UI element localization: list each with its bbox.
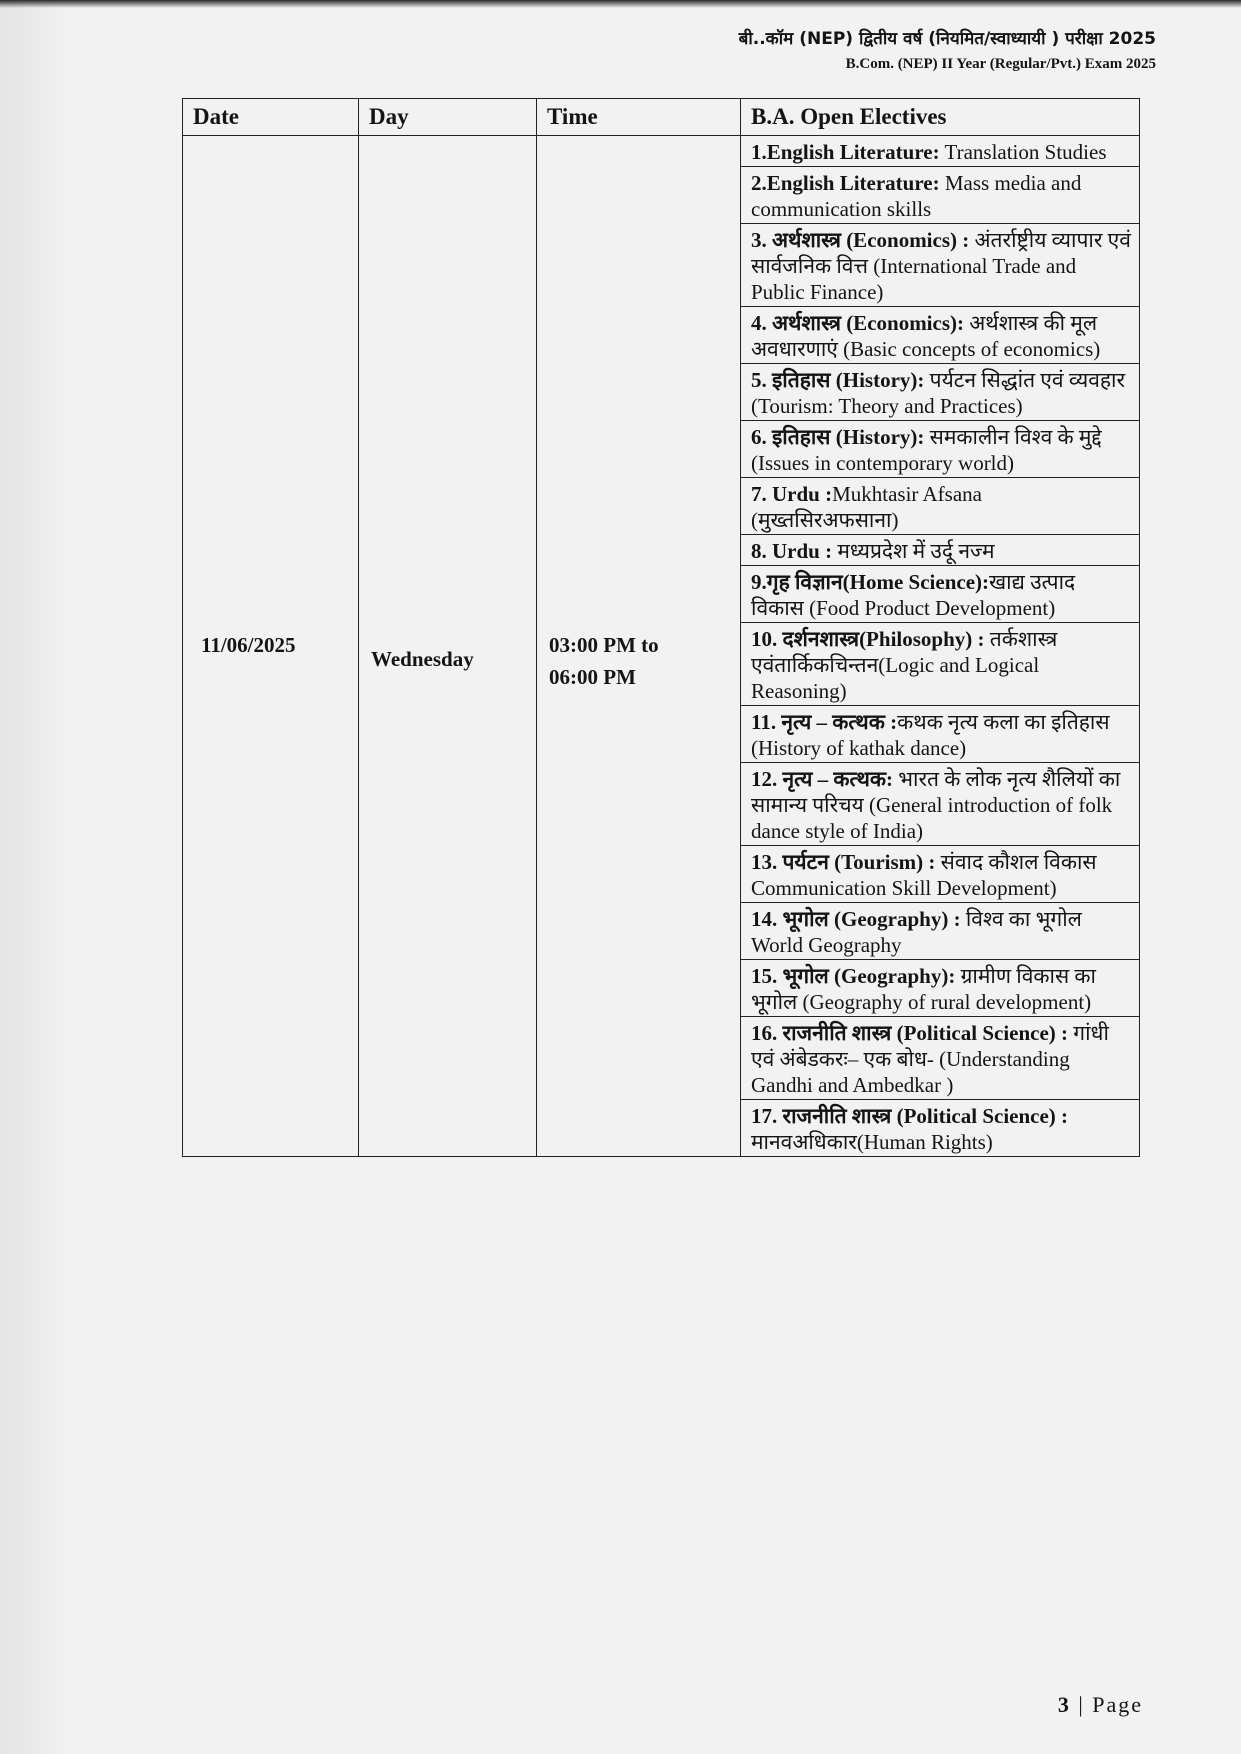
- elective-cell: [741, 960, 1140, 1017]
- header-time: Time: [537, 99, 741, 136]
- elective-text: अंतर्राष्ट्रीय व्यापार एवं सार्वजनिक वित्त (International Trade and Public Finance): [751, 228, 1131, 304]
- english-title: B.Com. (NEP) II Year (Regular/Pvt.) Exam 2025: [845, 56, 1156, 72]
- elective-cell: [741, 903, 1140, 960]
- page-top-edge: [0, 0, 1241, 8]
- elective-label: 4. अर्थशास्त्र (Economics):: [751, 311, 964, 335]
- elective-text: मध्यप्रदेश में उर्दू नज्म: [832, 539, 995, 563]
- day-cell: Wednesday: [359, 136, 537, 1157]
- header-day: Day: [359, 99, 537, 136]
- elective-cell: [741, 167, 1140, 224]
- elective-cell: [741, 566, 1140, 623]
- elective-cell: [741, 224, 1140, 307]
- elective-label: 13. पर्यटन (Tourism) :: [751, 850, 936, 874]
- hindi-title: बी..कॉम (NEP) द्वितीय वर्ष (नियमित/स्वाध्यायी ) परीक्षा 2025: [738, 29, 1156, 49]
- page-left-shade: [0, 0, 70, 1754]
- elective-text: गांधी एवं अंबेडकरः– एक बोध- (Understanding Gandhi and Ambedkar ): [751, 1021, 1109, 1097]
- elective-text: विश्व का भूगोल World Geography: [751, 907, 1082, 957]
- elective-label: 10. दर्शनशास्त्र(Philosophy) :: [751, 627, 985, 651]
- elective-label: 14. भूगोल (Geography) :: [751, 907, 961, 931]
- elective-label: 11. नृत्य – कत्थक :: [751, 710, 898, 734]
- elective-label: 16. राजनीति शास्त्र (Political Science) :: [751, 1021, 1069, 1045]
- elective-cell: [741, 478, 1140, 535]
- elective-cell: [741, 136, 1140, 167]
- elective-cell: [741, 706, 1140, 763]
- elective-text: समकालीन विश्व के मुद्दे (Issues in contemporary world): [751, 425, 1102, 475]
- elective-text: Mukhtasir Afsana (मुख्तसिरअफसाना): [751, 482, 982, 532]
- elective-cell: [741, 623, 1140, 706]
- elective-label: 5. इतिहास (History):: [751, 368, 925, 392]
- elective-label: 7. Urdu :: [751, 482, 833, 506]
- elective-cell: [741, 364, 1140, 421]
- header-date: Date: [183, 99, 359, 136]
- elective-label: 3. अर्थशास्त्र (Economics) :: [751, 228, 970, 252]
- document-header: [739, 26, 1156, 76]
- time-cell: [537, 136, 741, 1157]
- elective-label: 6. इतिहास (History):: [751, 425, 925, 449]
- elective-text: संवाद कौशल विकास Communication Skill Development): [751, 850, 1097, 900]
- elective-cell: [741, 535, 1140, 566]
- elective-cell: [741, 421, 1140, 478]
- elective-text: Mass media and communication skills: [751, 171, 1082, 221]
- elective-label: 1.English Literature:: [751, 140, 940, 164]
- elective-cell: [741, 763, 1140, 846]
- elective-text: ग्रामीण विकास का भूगोल (Geography of rural development): [751, 964, 1096, 1014]
- date-cell: 11/06/2025: [183, 136, 359, 1157]
- elective-label: 8. Urdu :: [751, 539, 833, 563]
- elective-cell: [741, 1100, 1140, 1157]
- elective-text: कथक नृत्य कला का इतिहास (History of kathak dance): [751, 710, 1110, 760]
- elective-label: 15. भूगोल (Geography):: [751, 964, 956, 988]
- elective-cell: [741, 846, 1140, 903]
- elective-label: 17. राजनीति शास्त्र (Political Science) :: [751, 1104, 1069, 1128]
- elective-label: 9.गृह विज्ञान(Home Science):: [751, 570, 989, 594]
- elective-text: तर्कशास्त्र एवंतार्किकचिन्तन(Logic and Logical Reasoning): [751, 627, 1058, 703]
- time-start: 03:00 PM to: [549, 632, 659, 657]
- elective-text: Translation Studies: [939, 140, 1107, 164]
- elective-text: अर्थशास्त्र की मूल अवधारणाएं (Basic concepts of economics): [751, 311, 1101, 361]
- elective-text: खाद्य उत्पाद विकास (Food Product Development): [751, 570, 1076, 620]
- time-end: 06:00 PM: [549, 664, 636, 689]
- header-open-electives: B.A. Open Electives: [741, 99, 1140, 136]
- elective-text: पर्यटन सिद्धांत एवं व्यवहार (Tourism: Theory and Practices): [751, 368, 1126, 418]
- elective-text: भारत के लोक नृत्य शैलियों का सामान्य परिचय (General introduction of folk dance style of India): [751, 767, 1121, 843]
- exam-schedule-table: [182, 98, 1140, 1157]
- elective-label: 12. नृत्य – कत्थक:: [751, 767, 894, 791]
- table-header-row: [183, 99, 1140, 136]
- table-body: [183, 136, 1140, 1157]
- page-footer: [1058, 1692, 1143, 1718]
- elective-text: मानवअधिकार(Human Rights): [751, 1130, 993, 1154]
- page-word: | Page: [1070, 1692, 1143, 1717]
- page-number: 3: [1057, 1692, 1071, 1717]
- elective-cell: [741, 1017, 1140, 1100]
- elective-label: 2.English Literature:: [751, 171, 940, 195]
- table-row: [183, 136, 1140, 167]
- elective-cell: [741, 307, 1140, 364]
